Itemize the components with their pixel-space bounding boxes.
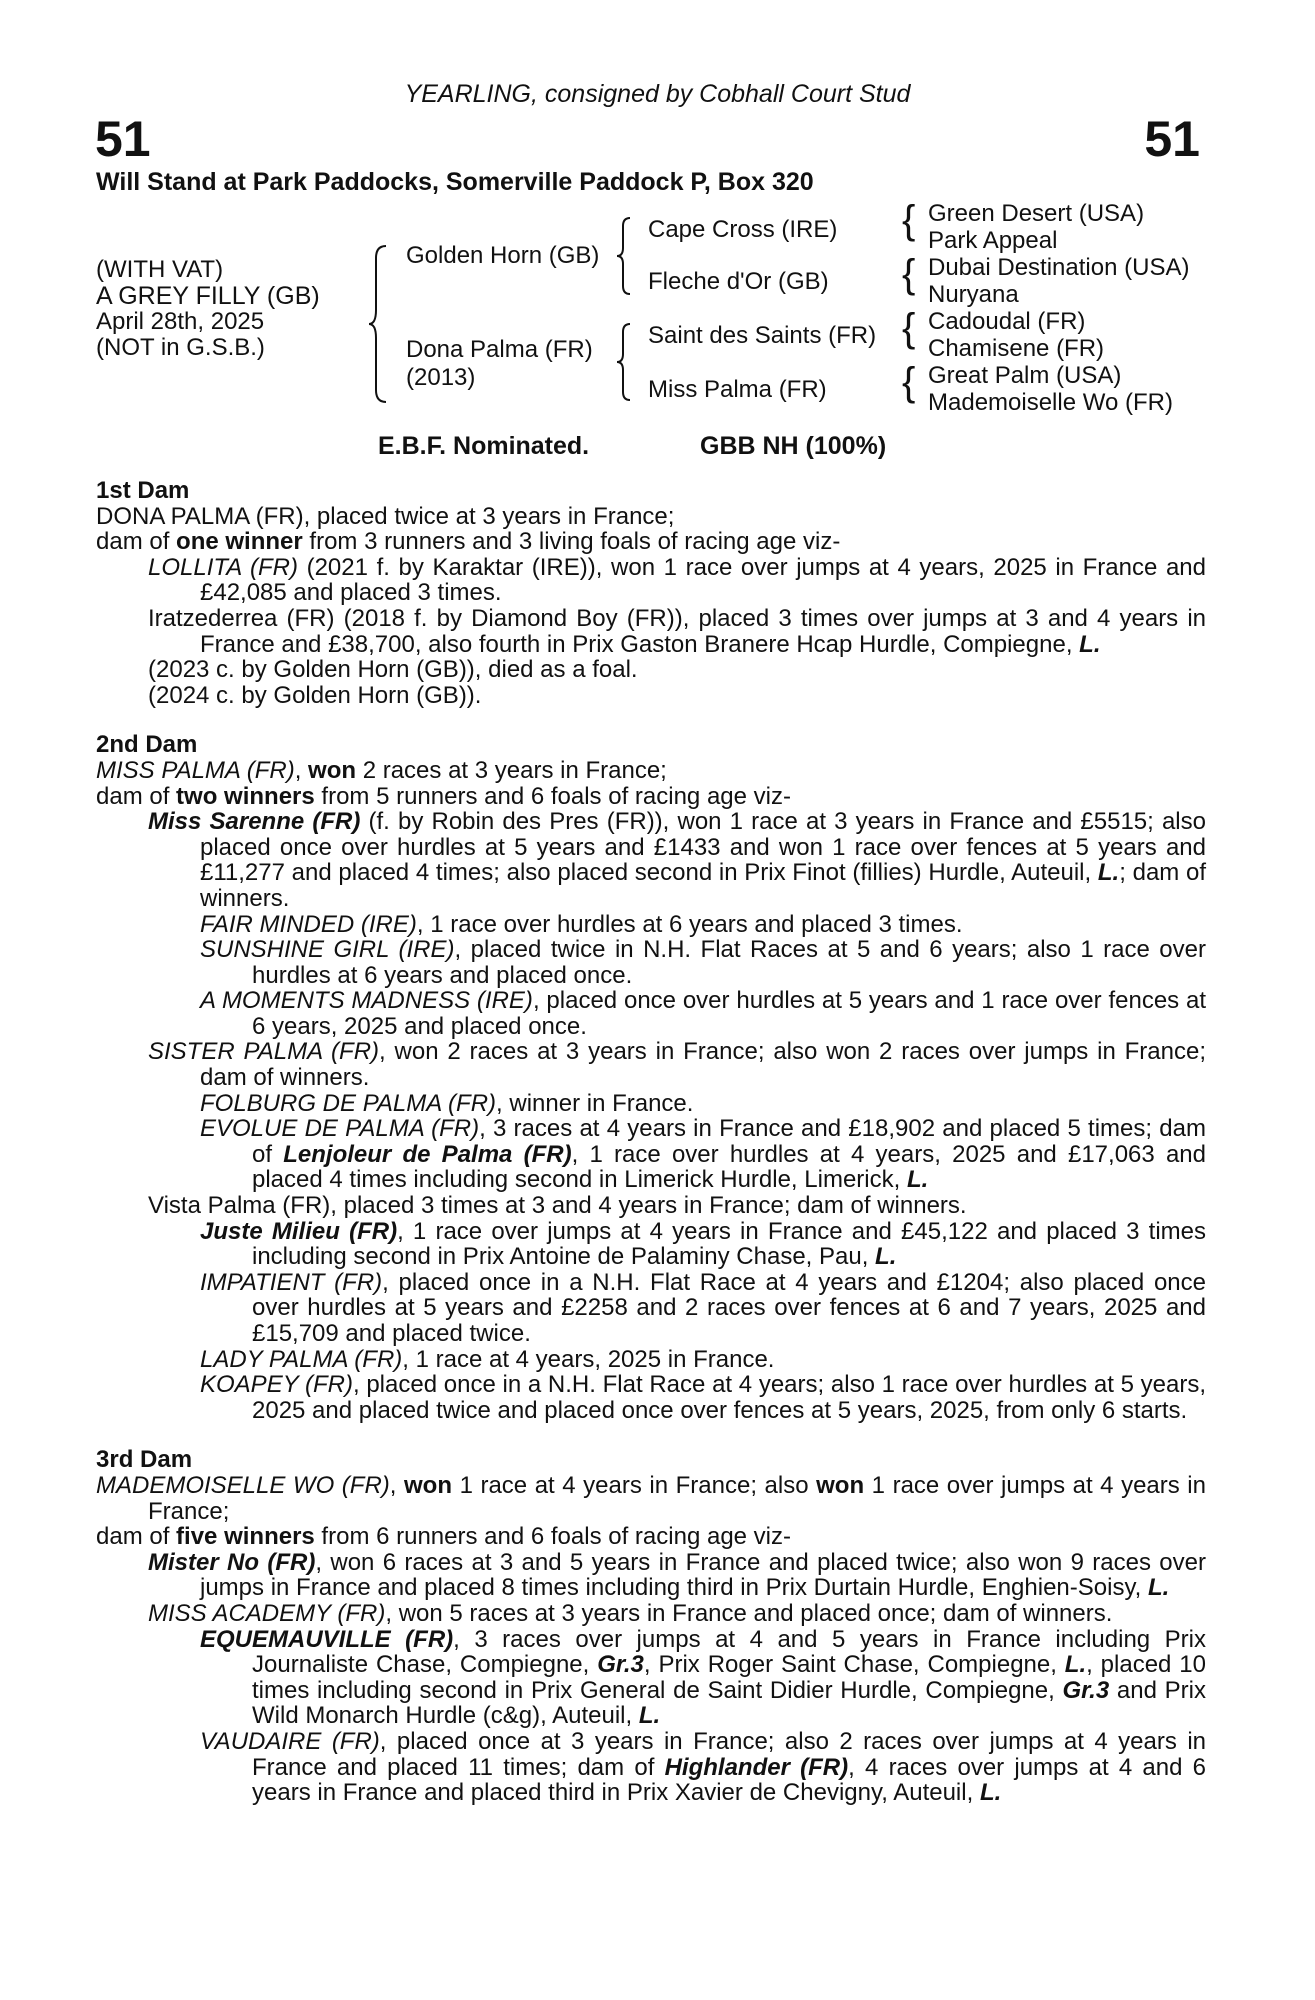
catalogue-body bbox=[96, 478, 1206, 1806]
sire-dam: Fleche d'Or (GB) bbox=[648, 268, 829, 295]
first-dam-produce-line: dam of one winner from 3 runners and 3 living foals of racing age viz- bbox=[96, 528, 841, 556]
stand-location: Will Stand at Park Paddocks, Somerville Paddock P, Box 320 bbox=[96, 168, 814, 196]
produce-entry: (2023 c. by Golden Horn (GB)), died as a foal. bbox=[148, 656, 638, 684]
produce-entry: Mister No (FR), won 6 races at 3 and 5 years in France and placed twice; also won 9 races over jumps in France and placed 8 times including third in Prix Durtain Hurdle, Enghien-Soisy, L. bbox=[148, 1548, 1206, 1602]
dam-year: (2013) bbox=[406, 364, 476, 391]
pedigree-brace-dam bbox=[616, 322, 634, 402]
dd-sire: Great Palm (USA) bbox=[928, 362, 1122, 389]
produce-entry: IMPATIENT (FR), placed once in a N.H. Flat Race at 4 years and £1204; also placed once over hurdles at 5 years and £2258 and 2 races over fences at 6 and 7 years, 2025 and £15,709 and placed twice. bbox=[200, 1268, 1206, 1347]
produce-entry: A MOMENTS MADNESS (IRE), placed once over hurdles at 5 years and 1 race over fences at 6 years, 2025 and placed once. bbox=[200, 987, 1207, 1040]
first-dam-line: DONA PALMA (FR), placed twice at 3 years in France; bbox=[96, 502, 675, 530]
subject-name: A GREY FILLY (GB) bbox=[96, 282, 320, 310]
dd-dam: Mademoiselle Wo (FR) bbox=[928, 389, 1173, 416]
gsb-note: (NOT in G.S.B.) bbox=[96, 334, 265, 361]
subject-dob: April 28th, 2025 bbox=[96, 308, 265, 335]
sd-sire: Dubai Destination (USA) bbox=[928, 254, 1190, 281]
pedigree-brace-main bbox=[368, 244, 390, 404]
ebf-note: E.B.F. Nominated. bbox=[378, 432, 590, 460]
produce-entry: MISS ACADEMY (FR), won 5 races at 3 years in France and placed once; dam of winners. bbox=[148, 1599, 1113, 1627]
page-header-title: YEARLING, consigned by Cobhall Court Stud bbox=[404, 80, 911, 108]
lot-number-left: 51 bbox=[95, 111, 151, 167]
produce-entry: KOAPEY (FR), placed once in a N.H. Flat Race at 4 years; also 1 race over hurdles at 5 years, 2025 and placed twice and placed once over fences at 5 years, 2025, from only 6 starts. bbox=[200, 1371, 1206, 1424]
ss-sire: Green Desert (USA) bbox=[928, 200, 1145, 227]
produce-entry: Iratzederrea (FR) (2018 f. by Diamond Boy (FR)), placed 3 times over jumps at 3 and 4 years in France and £38,700, also fourth in Prix Gaston Branere Hcap Hurdle, Compiegne, L. bbox=[148, 604, 1206, 658]
third-dam-produce-line: dam of five winners from 6 runners and 6 foals of racing age viz- bbox=[96, 1523, 792, 1551]
gbb-note: GBB NH (100%) bbox=[700, 432, 887, 460]
produce-entry: FOLBURG DE PALMA (FR), winner in France. bbox=[200, 1089, 694, 1117]
brace-ds: { bbox=[902, 306, 916, 350]
produce-entry: SUNSHINE GIRL (IRE), placed twice in N.H. Flat Races at 5 and 6 years; also 1 race over hurdles at 6 years and placed once. bbox=[200, 936, 1206, 989]
ds-sire: Cadoudal (FR) bbox=[928, 308, 1086, 335]
lot-number-right: 51 bbox=[1144, 111, 1200, 167]
third-dam-line: MADEMOISELLE WO (FR), won 1 race at 4 years in France; also won 1 race over jumps at 4 years in France; bbox=[96, 1471, 1206, 1525]
dam-name: Dona Palma (FR) bbox=[406, 336, 593, 363]
produce-entry: Vista Palma (FR), placed 3 times at 3 and 4 years in France; dam of winners. bbox=[148, 1192, 967, 1220]
produce-entry: EVOLUE DE PALMA (FR), 3 races at 4 years in France and £18,902 and placed 5 times; dam of Lenjoleur de Palma (FR), 1 race over hurdles at 4 years, 2025 and £17,063 and placed 4 times including second in Limerick Hurdle, Limerick, L. bbox=[200, 1115, 1207, 1194]
sire-name: Golden Horn (GB) bbox=[406, 242, 600, 269]
produce-entry: (2024 c. by Golden Horn (GB)). bbox=[148, 681, 482, 709]
produce-entry: SISTER PALMA (FR), won 2 races at 3 years in France; also won 2 races over jumps in France; dam of winners. bbox=[148, 1038, 1206, 1092]
ss-dam: Park Appeal bbox=[928, 227, 1058, 254]
first-dam-heading: 1st Dam bbox=[96, 477, 190, 504]
second-dam-line: MISS PALMA (FR), won 2 races at 3 years in France; bbox=[96, 756, 667, 784]
produce-entry: LADY PALMA (FR), 1 race at 4 years, 2025 in France. bbox=[200, 1345, 775, 1373]
dam-sire: Saint des Saints (FR) bbox=[648, 322, 877, 349]
second-dam-heading: 2nd Dam bbox=[96, 731, 198, 759]
ds-dam: Chamisene (FR) bbox=[928, 335, 1105, 362]
pedigree-brace-sire bbox=[616, 216, 634, 296]
brace-sd: { bbox=[902, 252, 916, 296]
sire-sire: Cape Cross (IRE) bbox=[648, 216, 838, 243]
third-dam-heading: 3rd Dam bbox=[96, 1446, 193, 1474]
dam-dam: Miss Palma (FR) bbox=[648, 376, 827, 403]
brace-ss: { bbox=[902, 198, 916, 242]
second-dam-produce-line: dam of two winners from 5 runners and 6 foals of racing age viz- bbox=[96, 782, 791, 810]
produce-entry: Juste Milieu (FR), 1 race over jumps at 4 years in France and £45,122 and placed 3 times including second in Prix Antoine de Palaminy Chase, Pau, L. bbox=[200, 1217, 1206, 1271]
produce-entry: LOLLITA (FR) (2021 f. by Karaktar (IRE)), won 1 race over jumps at 4 years, 2025 in France and £42,085 and placed 3 times. bbox=[148, 553, 1206, 607]
produce-entry: VAUDAIRE (FR), placed once at 3 years in France; also 2 races over jumps at 4 years in France and placed 11 times; dam of Highlander (FR), 4 races over jumps at 4 and 6 years in France and placed third in Prix Xavier de Chevigny, Auteuil, L. bbox=[200, 1727, 1206, 1807]
produce-entry: EQUEMAUVILLE (FR), 3 races over jumps at 4 and 5 years in France including Prix Journaliste Chase, Compiegne, Gr.3, Prix Roger Saint Chase, Compiegne, L., placed 10 times including second in Prix General de Saint Didier Hurdle, Compiegne, Gr.3 and Prix Wild Monarch Hurdle (c&g), Auteuil, L. bbox=[200, 1625, 1206, 1730]
produce-entry: FAIR MINDED (IRE), 1 race over hurdles at 6 years and placed 3 times. bbox=[200, 910, 963, 938]
brace-dd: { bbox=[902, 360, 916, 404]
sd-dam: Nuryana bbox=[928, 281, 1019, 308]
produce-entry: Miss Sarenne (FR) (f. by Robin des Pres (FR)), won 1 race at 3 years in France and £5515; also placed once over hurdles at 5 years and £1433 and won 1 race over fences at 5 years and £11,277 and placed 4 times; also placed second in Prix Finot (fillies) Hurdle, Auteuil, L.; dam of winners. bbox=[148, 808, 1206, 912]
vat-note: (WITH VAT) bbox=[96, 256, 224, 283]
